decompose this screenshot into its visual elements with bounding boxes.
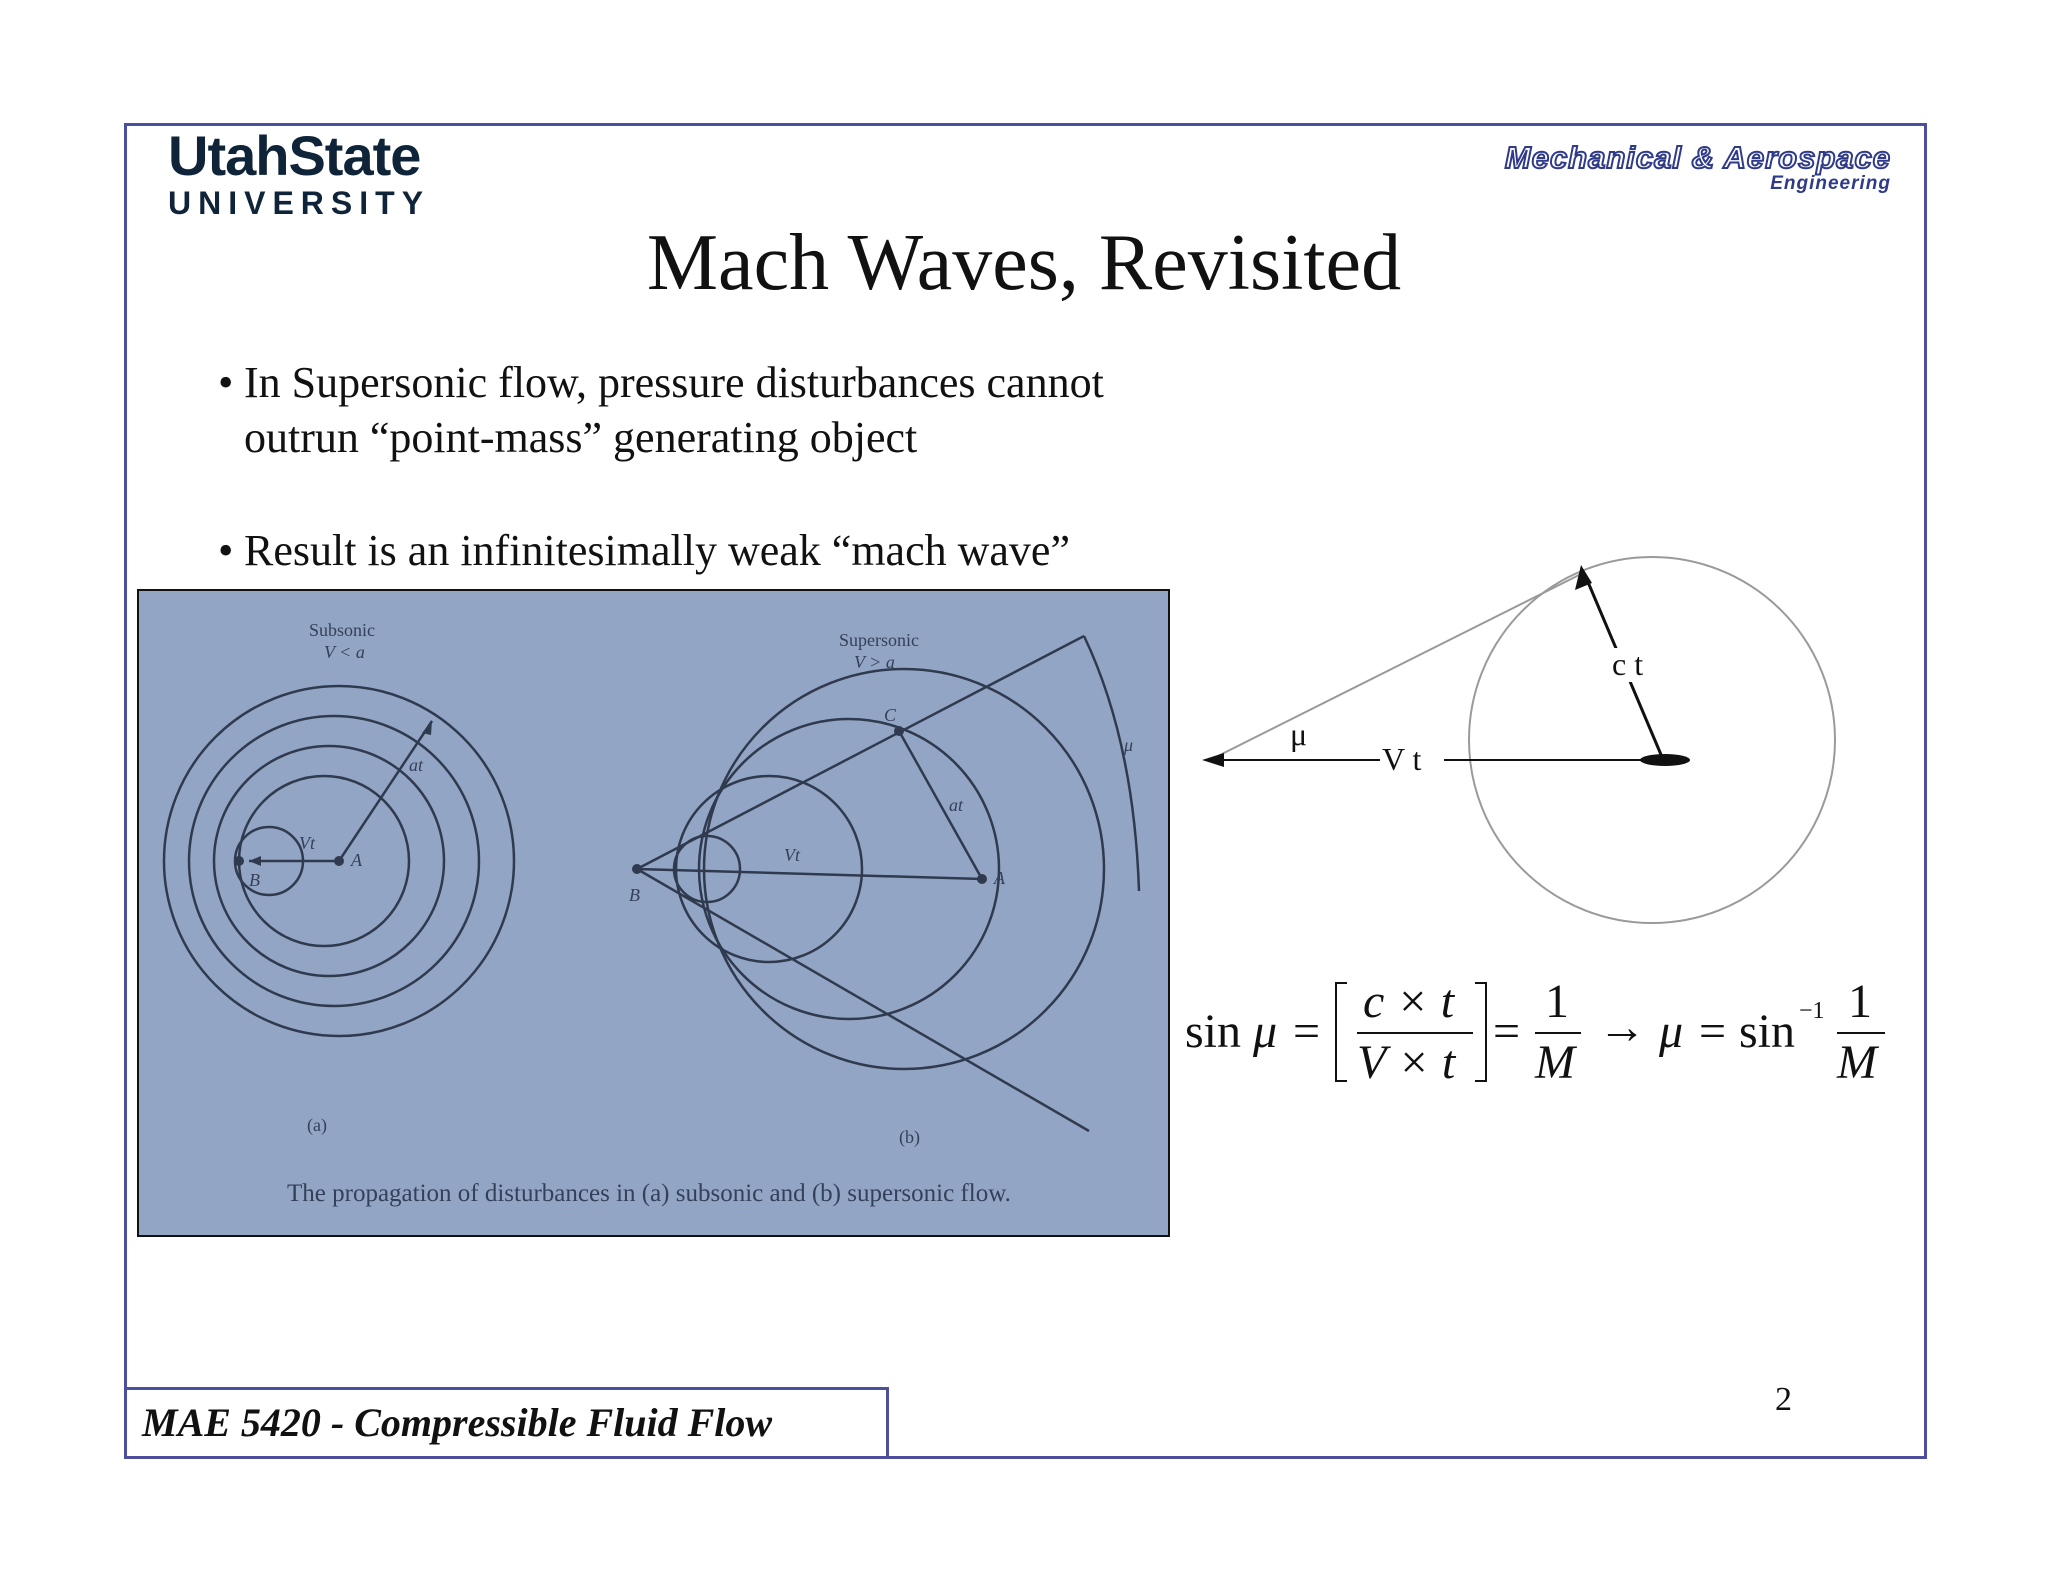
figure-caption: The propagation of disturbances in (a) subsonic and (b) supersonic flow. — [287, 1180, 1011, 1207]
fraction-bar — [1837, 1032, 1885, 1034]
eq-equals: = — [1493, 1005, 1521, 1058]
department-logo — [1505, 142, 1891, 194]
fraction-bar — [1357, 1032, 1473, 1034]
eq-equals: = — [1699, 1005, 1727, 1058]
eq-sin: sin — [1185, 1005, 1242, 1058]
arrowhead — [422, 721, 432, 735]
logo-subtitle: UNIVERSITY — [168, 185, 431, 221]
point-c-dot — [894, 726, 904, 736]
vt-label: V t — [1382, 741, 1422, 777]
eq-inverse-exponent: −1 — [1799, 998, 1825, 1024]
supersonic-vt-label: Vt — [784, 845, 800, 865]
arrowhead — [249, 856, 261, 866]
eq-arrow: → — [1598, 1001, 1646, 1054]
eq-denominator: V × t — [1357, 1036, 1456, 1089]
point-mass-object — [1640, 754, 1690, 766]
eq-mach: M — [1535, 1036, 1575, 1089]
mach-angle-arc — [1084, 636, 1139, 891]
subsonic-vt-label: Vt — [299, 833, 315, 853]
supersonic-label: Supersonic — [839, 630, 919, 650]
subsonic-condition: V < a — [324, 642, 365, 662]
point-b-dot — [632, 864, 642, 874]
supersonic-a-label: A — [994, 868, 1005, 888]
eq-one: 1 — [1545, 975, 1569, 1028]
eq-sin: sin — [1739, 1005, 1796, 1058]
department-name: Mechanical & Aerospace — [1504, 140, 1891, 175]
supersonic-at-label: at — [949, 795, 964, 815]
supersonic-condition: V > a — [854, 652, 895, 672]
right-bracket — [1475, 982, 1487, 1082]
point-a-dot — [977, 874, 987, 884]
bullet-item: • Result is an infinitesimally weak “mach wave” — [218, 523, 1218, 578]
mach-angle-equation — [1185, 970, 1905, 1110]
eq-mach: M — [1837, 1036, 1877, 1089]
ct-label: c t — [1612, 646, 1644, 682]
propagation-figure — [139, 591, 1170, 1237]
vt-arrowhead — [1202, 753, 1224, 767]
point-b-dot — [234, 856, 244, 866]
utah-state-university-logo — [168, 124, 431, 221]
subsonic-at-label: at — [409, 755, 424, 775]
bullet-list — [218, 355, 1218, 578]
left-bracket — [1335, 982, 1347, 1082]
subsonic-at-arrow — [339, 721, 432, 861]
point-a-dot — [334, 856, 344, 866]
supersonic-vt-line — [637, 869, 982, 879]
slide-title: Mach Waves, Revisited — [646, 219, 1402, 307]
eq-one: 1 — [1848, 975, 1872, 1028]
supersonic-wave-circle — [699, 719, 999, 1019]
mach-cone-diagram — [1190, 550, 1870, 930]
subsonic-a-label: A — [351, 850, 362, 870]
mu-label: μ — [1290, 716, 1308, 752]
wave-circle — [1469, 557, 1835, 923]
logo-wordmark: UtahState — [168, 124, 421, 187]
eq-mu: μ — [1659, 1005, 1684, 1058]
fraction-bar — [1535, 1032, 1581, 1034]
part-a-label: (a) — [307, 1115, 327, 1135]
part-b-label: (b) — [899, 1127, 920, 1147]
supersonic-b-label: B — [629, 885, 640, 905]
bullet-item: • In Supersonic flow, pressure disturbances cannot outrun “point-mass” generating object — [218, 355, 1218, 465]
department-subtitle: Engineering — [1770, 173, 1891, 194]
supersonic-c-label: C — [884, 705, 897, 725]
course-footer: MAE 5420 - Compressible Fluid Flow — [142, 1400, 773, 1445]
mach-line — [1210, 573, 1583, 760]
page-number: 2 — [1775, 1381, 1792, 1418]
textbook-figure-photo — [137, 589, 1170, 1237]
mach-angle-label: μ — [1124, 735, 1134, 755]
eq-mu: μ — [1253, 1005, 1278, 1058]
eq-equals: = — [1293, 1005, 1321, 1058]
subsonic-b-label: B — [249, 870, 260, 890]
mach-line-lower — [637, 869, 1089, 1131]
eq-numerator: c × t — [1363, 975, 1455, 1028]
supersonic-at-line — [899, 731, 982, 879]
subsonic-label: Subsonic — [309, 620, 376, 640]
